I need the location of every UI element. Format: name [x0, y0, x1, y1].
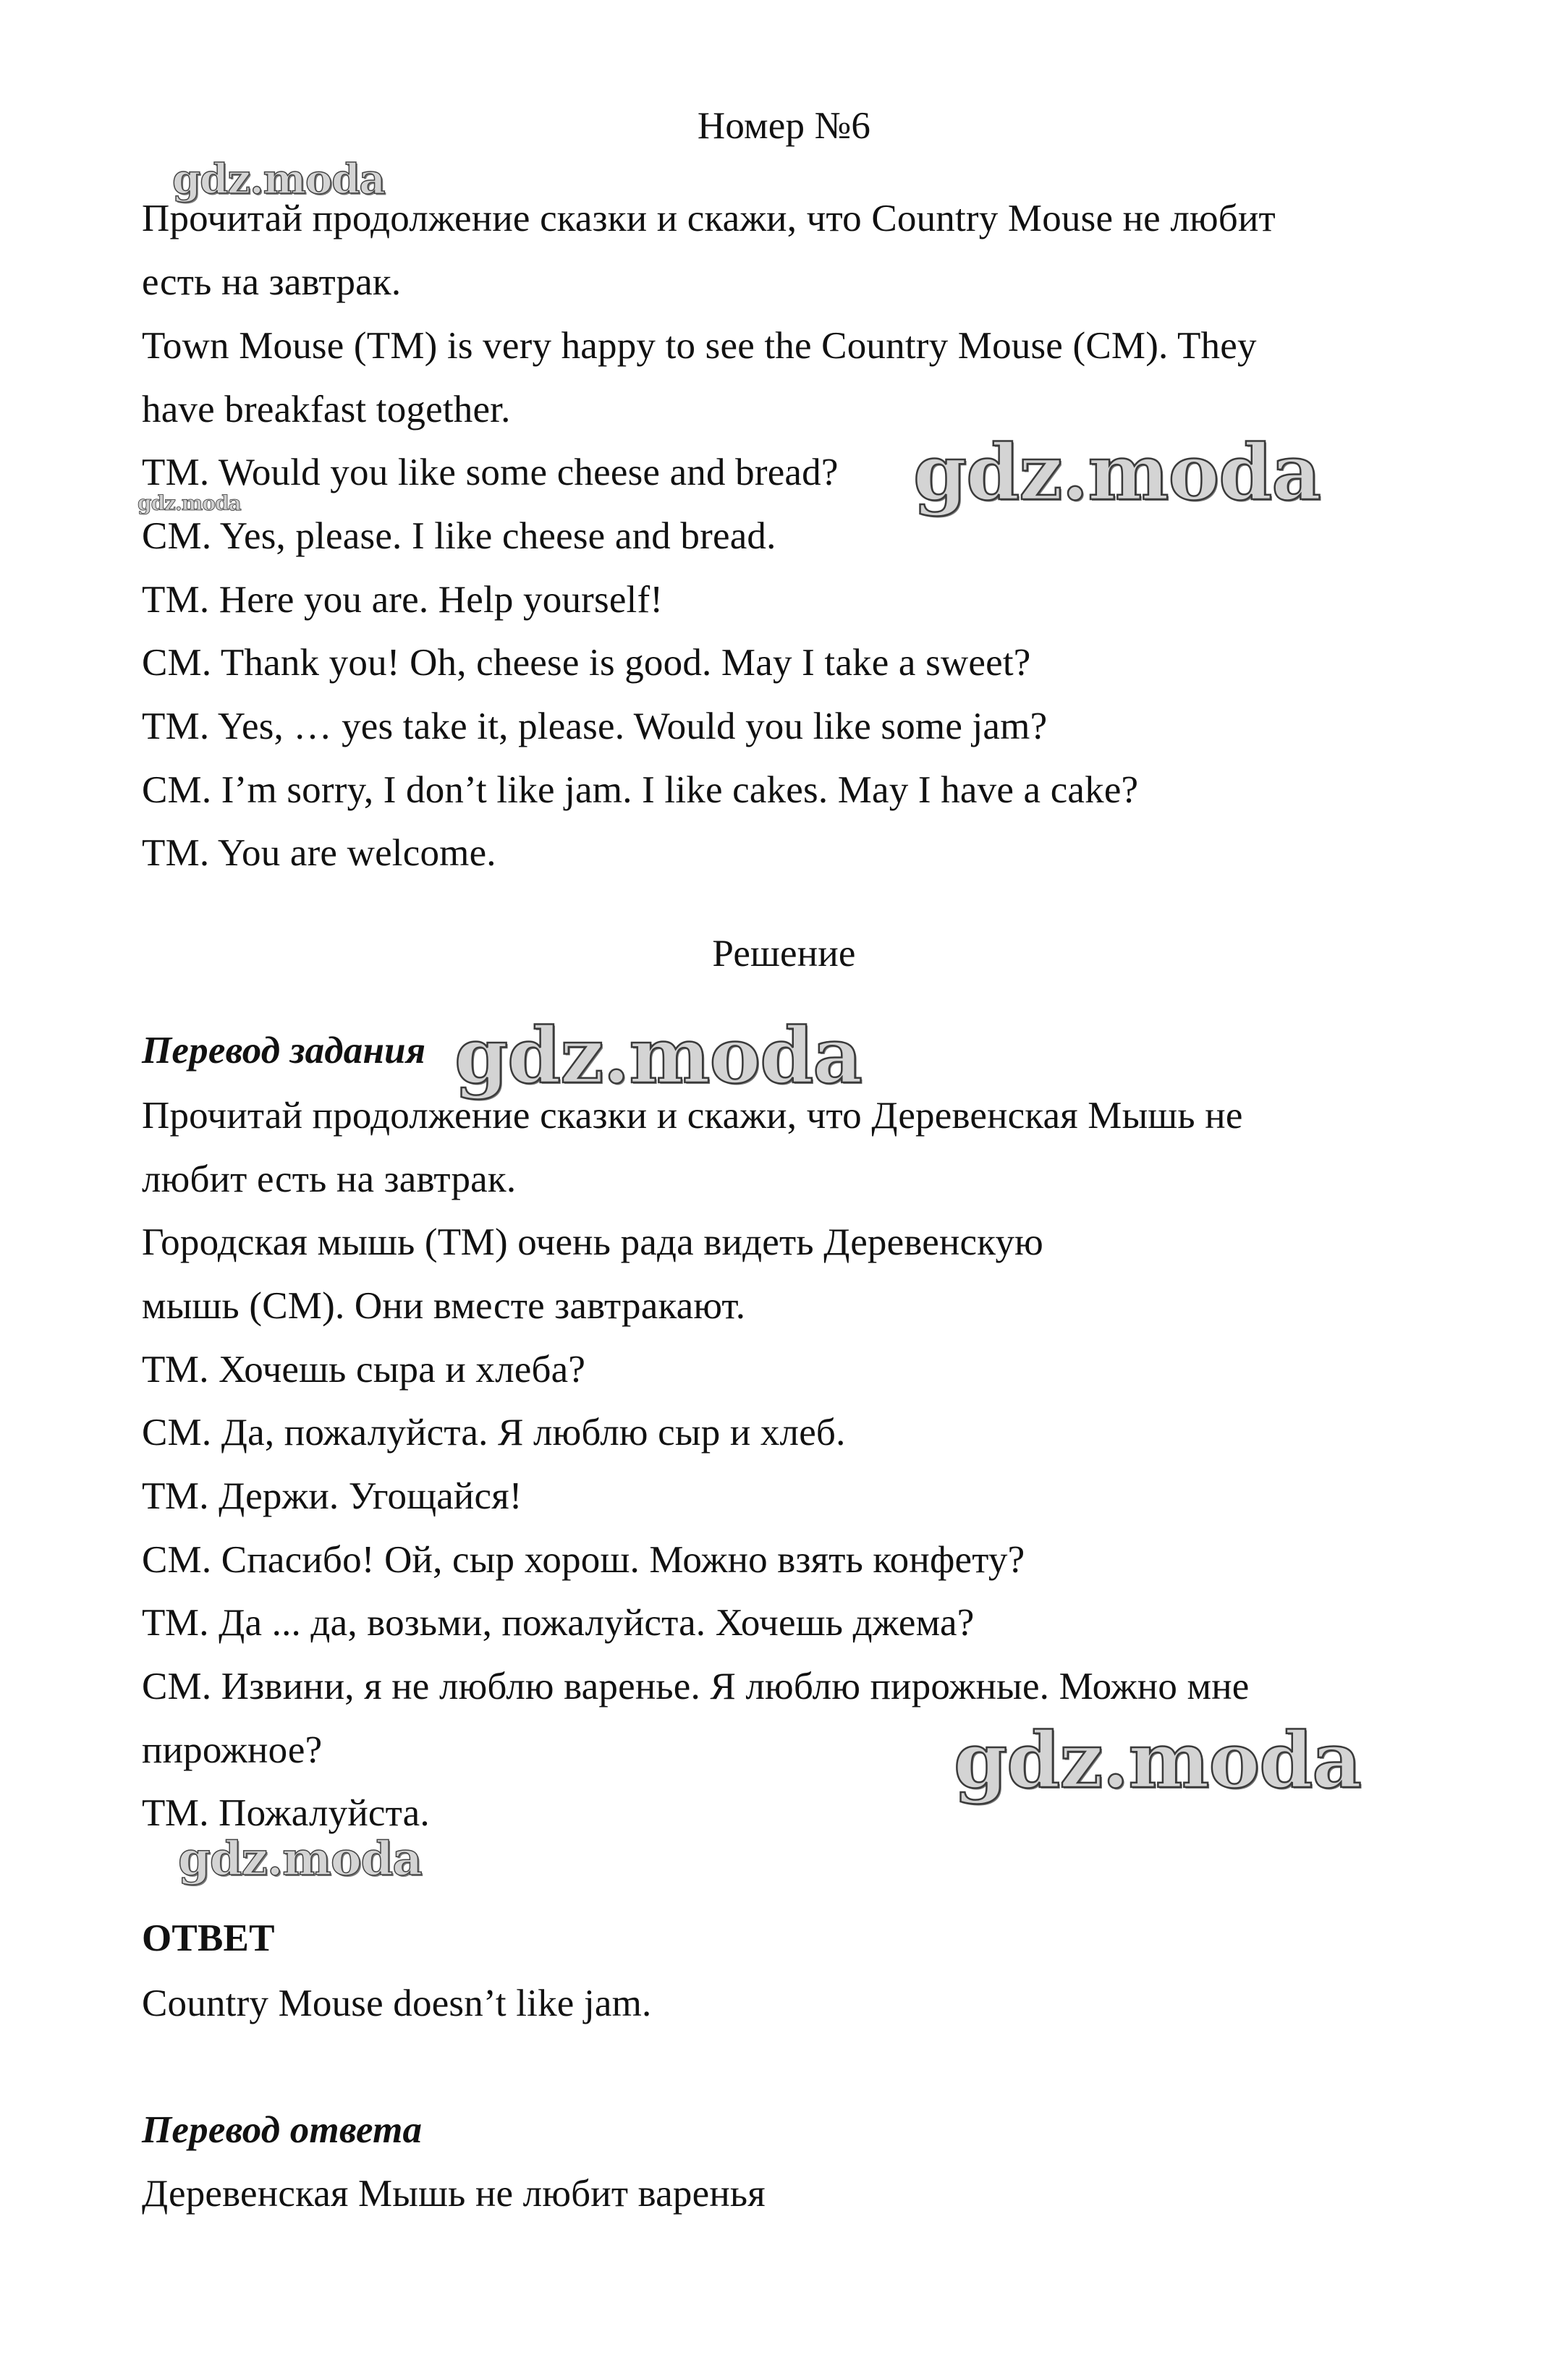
- translation-line: пирожное?: [142, 1729, 323, 1771]
- task-line: have breakfast together.: [142, 389, 511, 430]
- solution-heading: Решение: [712, 933, 856, 975]
- translation-line: мышь (СМ). Они вместе завтракают.: [142, 1285, 746, 1327]
- dialogue-line: TM. Yes, … yes take it, please. Would you like some jam?: [142, 705, 1048, 747]
- task-line: Прочитай продолжение сказки и скажи, что Country Mouse не любит: [142, 198, 1276, 239]
- translation-line: Городская мышь (ТМ) очень рада видеть Деревенскую: [142, 1221, 1043, 1263]
- watermark-logo: gdz.moda: [137, 491, 241, 515]
- translation-line: Прочитай продолжение сказки и скажи, что Деревенская Мышь не: [142, 1095, 1243, 1137]
- translation-heading: Перевод задания: [142, 1030, 426, 1072]
- translation-line: СМ. Извини, я не люблю варенье. Я люблю пирожные. Можно мне: [142, 1666, 1250, 1707]
- task-line: есть на завтрак.: [142, 261, 402, 303]
- translation-line: ТМ. Хочешь сыра и хлеба?: [142, 1349, 586, 1391]
- translation-line: ТМ. Да ... да, возьми, пожалуйста. Хочешь джема?: [142, 1602, 975, 1644]
- dialogue-line: CM. Thank you! Oh, cheese is good. May I take a sweet?: [142, 642, 1031, 684]
- translation-line: СМ. Да, пожалуйста. Я люблю сыр и хлеб.: [142, 1412, 846, 1454]
- answer-translation-heading: Перевод ответа: [142, 2109, 423, 2151]
- task-line: Town Mouse (TM) is very happy to see the Country Mouse (CM). They: [142, 325, 1257, 367]
- watermark-logo: gdz.moda: [454, 1010, 862, 1100]
- answer-translation-text: Деревенская Мышь не любит варенья: [142, 2173, 766, 2215]
- dialogue-line: TM. You are welcome.: [142, 832, 496, 874]
- dialogue-line: TM. Here you are. Help yourself!: [142, 579, 664, 621]
- translation-line: СМ. Спасибо! Ой, сыр хорош. Можно взять конфету?: [142, 1539, 1025, 1581]
- answer-heading: ОТВЕТ: [142, 1917, 275, 1959]
- translation-line: ТМ. Пожалуйста.: [142, 1792, 430, 1834]
- watermark-logo: gdz.moda: [913, 427, 1321, 517]
- dialogue-line: CM. Yes, please. I like cheese and bread.: [142, 515, 776, 557]
- dialogue-line: TM. Would you like some cheese and bread?: [142, 451, 839, 493]
- answer-text: Country Mouse doesn’t like jam.: [142, 1982, 652, 2024]
- dialogue-line: CM. I’m sorry, I don’t like jam. I like cakes. May I have a cake?: [142, 769, 1139, 811]
- watermark-logo: gdz.moda: [954, 1715, 1361, 1805]
- translation-line: ТМ. Держи. Угощайся!: [142, 1475, 522, 1517]
- translation-line: любит есть на завтрак.: [142, 1158, 517, 1200]
- watermark-logo: gdz.moda: [172, 156, 385, 203]
- watermark-logo: gdz.moda: [178, 1832, 422, 1886]
- page-title: Номер №6: [697, 105, 871, 147]
